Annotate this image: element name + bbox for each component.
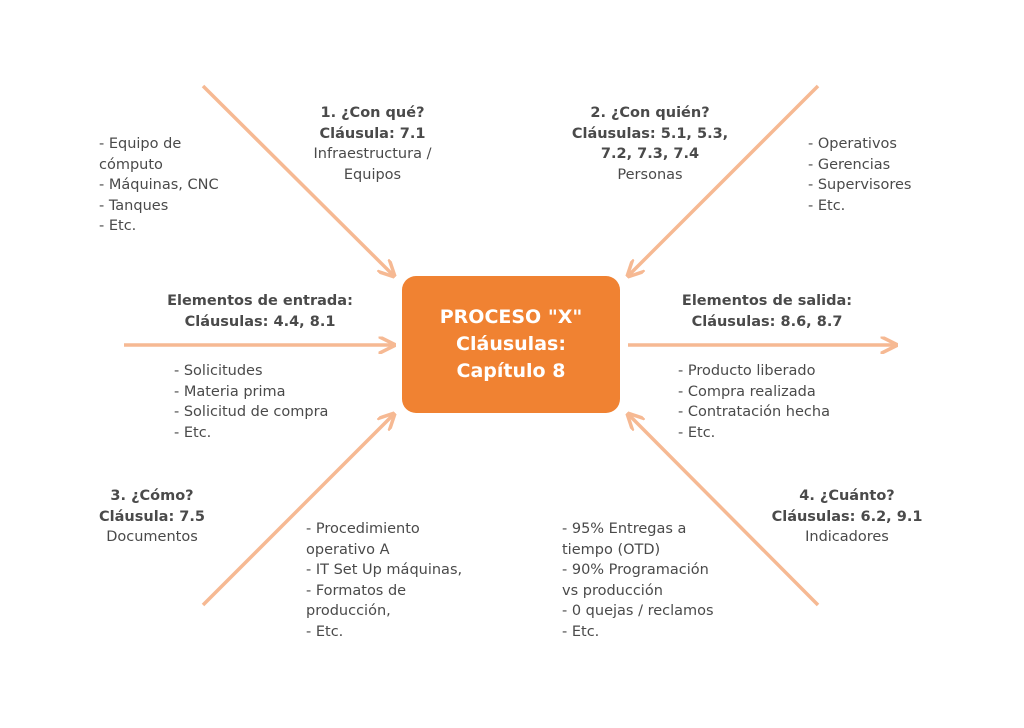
q1-header	[285, 103, 460, 185]
inputs-list	[174, 361, 364, 443]
list-item: - Etc.	[306, 623, 344, 640]
list-item: - Formatos de	[306, 582, 407, 599]
q4-label: Indicadores	[805, 529, 889, 545]
list-item: - Operativos	[808, 136, 897, 152]
q1-clause: Cláusula: 7.1	[319, 125, 426, 142]
process-title: PROCESO "X"	[439, 306, 583, 328]
list-item: operativo A	[306, 541, 390, 558]
outputs-header	[657, 291, 877, 332]
list-item: - Producto liberado	[678, 363, 816, 379]
q3-title: 3. ¿Cómo?	[110, 488, 194, 504]
list-item: - Tanques	[99, 197, 169, 214]
q3-label: Documentos	[106, 529, 198, 545]
list-item: - Equipo de	[99, 136, 182, 152]
list-item: producción,	[306, 603, 391, 619]
q2-title: 2. ¿Con quién?	[590, 105, 710, 121]
q3-header	[82, 486, 222, 548]
q4-title: 4. ¿Cuánto?	[799, 488, 895, 504]
list-item: - Procedimiento	[306, 521, 420, 537]
list-item: - Etc.	[99, 218, 137, 234]
list-item: - Etc.	[808, 197, 846, 214]
q2-header	[560, 103, 740, 185]
list-item: - Solicitudes	[174, 363, 263, 379]
outputs-title: Elementos de salida:	[681, 293, 853, 309]
q3-clause: Cláusula: 7.5	[99, 508, 205, 525]
list-item: vs producción	[562, 582, 663, 599]
list-item: - 0 quejas / reclamos	[562, 603, 714, 619]
inputs-clause: Cláusulas: 4.4, 8.1	[184, 313, 336, 330]
q4-header	[762, 486, 932, 548]
list-item: cómputo	[99, 156, 163, 173]
q1-label-line-1: Infraestructura /	[313, 146, 432, 162]
list-item: - Etc.	[174, 424, 212, 441]
q1-list	[99, 134, 259, 237]
list-item: - Etc.	[678, 424, 716, 441]
q2-clause-line-1: Cláusulas: 5.1, 5.3,	[571, 125, 729, 142]
list-item: - Supervisores	[808, 177, 912, 193]
list-item: - IT Set Up máquinas,	[306, 562, 463, 578]
q3-list	[306, 519, 506, 642]
inputs-title: Elementos de entrada:	[167, 293, 353, 309]
process-box	[402, 276, 620, 413]
list-item: - Máquinas, CNC	[99, 177, 219, 193]
list-item: - Contratación hecha	[678, 404, 830, 420]
inputs-header	[150, 291, 370, 332]
process-clauses-label: Cláusulas:	[456, 333, 566, 355]
list-item: - Solicitud de compra	[174, 404, 329, 420]
q2-clause-line-2: 7.2, 7.3, 7.4	[600, 146, 700, 162]
q1-title: 1. ¿Con qué?	[320, 105, 425, 121]
list-item: - 90% Programación	[562, 562, 709, 578]
list-item: - 95% Entregas a	[562, 521, 687, 537]
list-item: - Materia prima	[174, 383, 286, 400]
process-chapter: Capítulo 8	[456, 360, 566, 382]
list-item: - Gerencias	[808, 156, 891, 173]
outputs-list	[678, 361, 868, 443]
q4-list	[562, 519, 762, 642]
list-item: - Compra realizada	[678, 383, 816, 400]
list-item: tiempo (OTD)	[562, 541, 661, 558]
q1-label-line-2: Equipos	[343, 166, 402, 183]
outputs-clause: Cláusulas: 8.6, 8.7	[691, 313, 843, 330]
q4-clause: Cláusulas: 6.2, 9.1	[771, 508, 923, 525]
q2-label: Personas	[617, 166, 683, 183]
list-item: - Etc.	[562, 623, 600, 640]
q2-list	[808, 134, 938, 216]
